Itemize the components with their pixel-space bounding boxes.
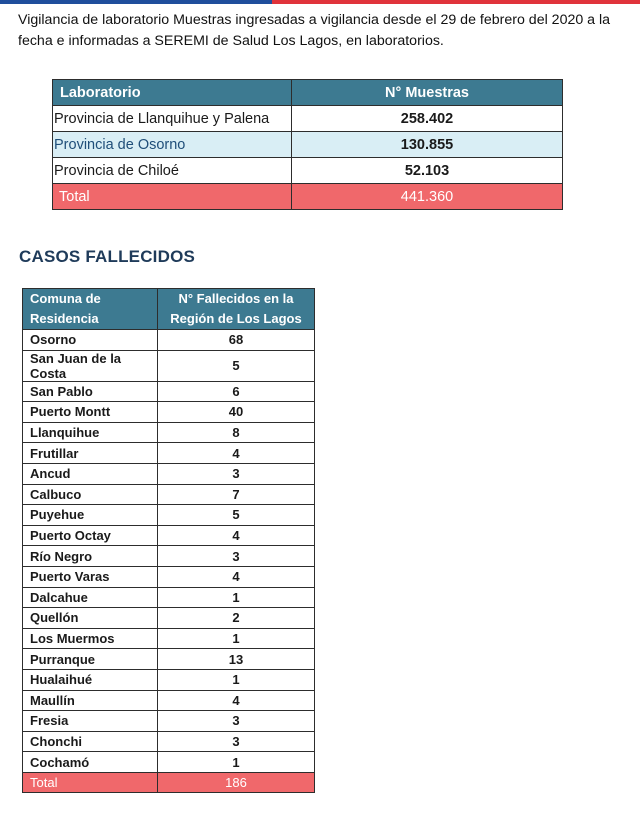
intro-text: Vigilancia de laboratorio Muestras ingresadas a vigilancia desde el 29 de febrero del 2020 a la fecha e informadas a SEREMI de Salud Los Lagos, en laboratorios. bbox=[18, 12, 611, 49]
comuna-cell: Río Negro bbox=[23, 546, 158, 567]
comuna-cell: San Pablo bbox=[23, 381, 158, 402]
table-row bbox=[23, 587, 315, 608]
comuna-cell: Fresia bbox=[23, 711, 158, 732]
lab-total-value: 441.360 bbox=[292, 184, 563, 210]
fallecidos-cell: 2 bbox=[158, 608, 315, 629]
fallecidos-cell: 1 bbox=[158, 587, 315, 608]
table-row bbox=[23, 566, 315, 587]
comuna-cell: Llanquihue bbox=[23, 422, 158, 443]
fallecidos-cell: 68 bbox=[158, 330, 315, 351]
comuna-cell: Osorno bbox=[23, 330, 158, 351]
lab-value-cell: 130.855 bbox=[292, 132, 563, 158]
deaths-header-comuna: Comuna de Residencia bbox=[23, 289, 158, 330]
lab-header-muestras: N° Muestras bbox=[292, 80, 563, 106]
comuna-cell: Purranque bbox=[23, 649, 158, 670]
fallecidos-cell: 1 bbox=[158, 628, 315, 649]
table-row bbox=[23, 752, 315, 773]
fallecidos-cell: 1 bbox=[158, 752, 315, 773]
table-row bbox=[23, 422, 315, 443]
comuna-cell: San Juan de la Costa bbox=[23, 350, 158, 381]
lab-value-cell: 258.402 bbox=[292, 106, 563, 132]
table-row bbox=[23, 731, 315, 752]
table-row bbox=[23, 669, 315, 690]
lab-table-header bbox=[53, 80, 563, 106]
fallecidos-cell: 7 bbox=[158, 484, 315, 505]
table-row bbox=[23, 350, 315, 381]
top-bar-red bbox=[272, 0, 640, 4]
deaths-header-fallecidos: N° Fallecidos en la Región de Los Lagos bbox=[158, 289, 315, 330]
fallecidos-cell: 13 bbox=[158, 649, 315, 670]
lab-total-label: Total bbox=[53, 184, 292, 210]
section-title-casos-fallecidos: CASOS FALLECIDOS bbox=[19, 247, 196, 266]
fallecidos-cell: 3 bbox=[158, 731, 315, 752]
table-row bbox=[23, 546, 315, 567]
lab-samples-table bbox=[52, 79, 563, 210]
fallecidos-cell: 6 bbox=[158, 381, 315, 402]
comuna-cell: Puerto Montt bbox=[23, 402, 158, 423]
lab-header-laboratorio: Laboratorio bbox=[53, 80, 292, 106]
fallecidos-cell: 5 bbox=[158, 505, 315, 526]
lab-total-row bbox=[53, 184, 563, 210]
deaths-table bbox=[22, 288, 315, 793]
table-row bbox=[23, 484, 315, 505]
comuna-cell: Maullín bbox=[23, 690, 158, 711]
table-row bbox=[23, 690, 315, 711]
table-row bbox=[53, 158, 563, 184]
lab-value-cell: 52.103 bbox=[292, 158, 563, 184]
comuna-cell: Ancud bbox=[23, 463, 158, 484]
fallecidos-cell: 1 bbox=[158, 669, 315, 690]
comuna-cell: Puerto Octay bbox=[23, 525, 158, 546]
deaths-table-header bbox=[23, 289, 315, 330]
table-row bbox=[23, 330, 315, 351]
fallecidos-cell: 3 bbox=[158, 546, 315, 567]
table-row bbox=[53, 106, 563, 132]
deaths-total-value: 186 bbox=[158, 772, 315, 793]
fallecidos-cell: 40 bbox=[158, 402, 315, 423]
comuna-cell: Dalcahue bbox=[23, 587, 158, 608]
table-row bbox=[23, 402, 315, 423]
comuna-cell: Quellón bbox=[23, 608, 158, 629]
fallecidos-cell: 4 bbox=[158, 443, 315, 464]
comuna-cell: Cochamó bbox=[23, 752, 158, 773]
top-bar-blue bbox=[0, 0, 272, 4]
fallecidos-cell: 4 bbox=[158, 525, 315, 546]
lab-name-cell: Provincia de Llanquihue y Palena bbox=[53, 106, 292, 132]
top-color-bar bbox=[0, 0, 640, 4]
fallecidos-cell: 4 bbox=[158, 690, 315, 711]
comuna-cell: Hualaihué bbox=[23, 669, 158, 690]
comuna-cell: Frutillar bbox=[23, 443, 158, 464]
lab-name-cell: Provincia de Osorno bbox=[53, 132, 292, 158]
table-row bbox=[23, 505, 315, 526]
table-row bbox=[23, 649, 315, 670]
fallecidos-cell: 8 bbox=[158, 422, 315, 443]
comuna-cell: Calbuco bbox=[23, 484, 158, 505]
deaths-total-row bbox=[23, 772, 315, 793]
deaths-table-body bbox=[23, 330, 315, 793]
lab-name-cell: Provincia de Chiloé bbox=[53, 158, 292, 184]
comuna-cell: Puerto Varas bbox=[23, 566, 158, 587]
table-row bbox=[23, 463, 315, 484]
table-row bbox=[53, 132, 563, 158]
table-row bbox=[23, 381, 315, 402]
table-row bbox=[23, 608, 315, 629]
comuna-cell: Puyehue bbox=[23, 505, 158, 526]
fallecidos-cell: 3 bbox=[158, 463, 315, 484]
fallecidos-cell: 5 bbox=[158, 350, 315, 381]
comuna-cell: Chonchi bbox=[23, 731, 158, 752]
table-row bbox=[23, 628, 315, 649]
table-row bbox=[23, 443, 315, 464]
table-row bbox=[23, 525, 315, 546]
fallecidos-cell: 4 bbox=[158, 566, 315, 587]
table-row bbox=[23, 711, 315, 732]
fallecidos-cell: 3 bbox=[158, 711, 315, 732]
comuna-cell: Los Muermos bbox=[23, 628, 158, 649]
deaths-total-label: Total bbox=[23, 772, 158, 793]
